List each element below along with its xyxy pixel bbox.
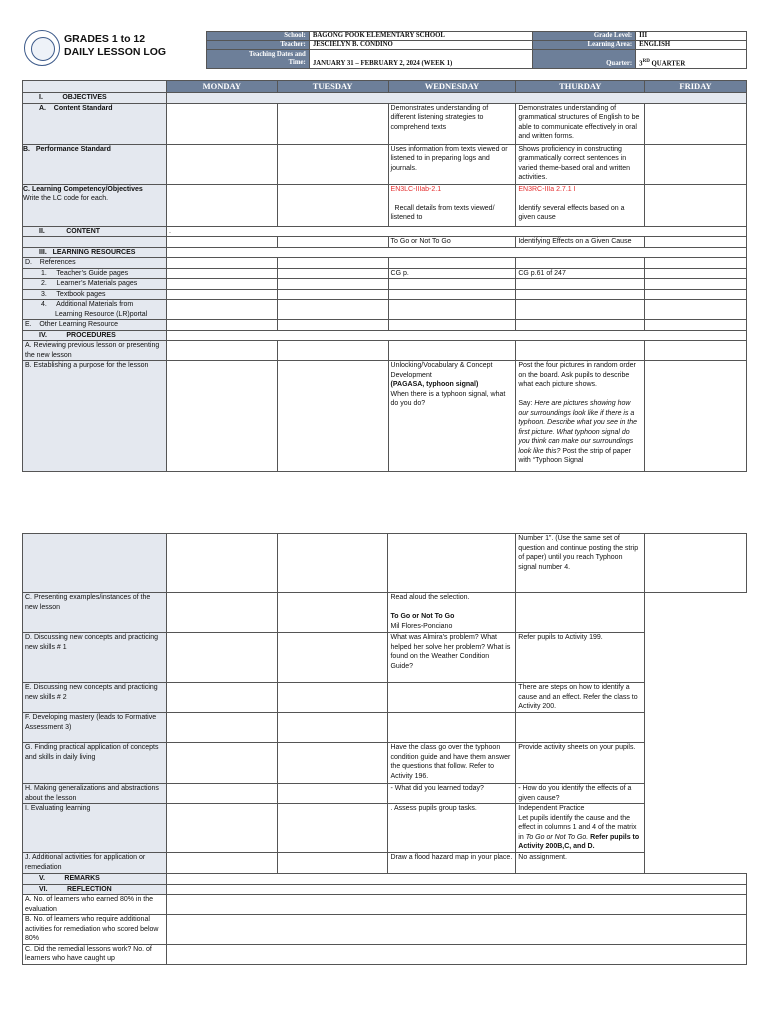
- wednesday-tg-pages: CG p.: [388, 268, 516, 279]
- tuesday-cell: [277, 268, 388, 279]
- day-wednesday: WEDNESDAY: [388, 81, 516, 93]
- content-blank: [23, 237, 167, 248]
- learners-materials-label: 2. Learner’s Materials pages: [23, 279, 167, 290]
- proc-h-label: H. Making generalizations and abstractions about the lesson: [23, 784, 167, 804]
- learning-competency-label: C. Learning Competency/Objectives Write the LC code for each.: [23, 184, 167, 226]
- thursday-proc-g: Provide activity sheets on your pupils.: [516, 743, 645, 784]
- learning-resources-heading: III. LEARNING RESOURCES: [23, 247, 167, 258]
- wednesday-cell: [388, 320, 516, 331]
- friday-cell: [645, 683, 747, 713]
- thursday-cell: [516, 713, 645, 743]
- reflection-c-value: [166, 944, 746, 964]
- thursday-cell: [516, 593, 645, 633]
- tuesday-cell: [277, 633, 388, 683]
- wednesday-proc-i: . Assess pupils group tasks.: [388, 804, 516, 853]
- monday-cell: [166, 534, 277, 593]
- title-line-2: DAILY LESSON LOG: [64, 46, 167, 58]
- tuesday-cell: [277, 784, 388, 804]
- other-resource-label: E. Other Learning Resource: [23, 320, 167, 331]
- proc-b-label: B. Establishing a purpose for the lesson: [23, 361, 167, 472]
- day-tuesday: TUESDAY: [277, 81, 388, 93]
- wednesday-proc-j: Draw a flood hazard map in your place.: [388, 853, 516, 874]
- title-line-1: GRADES 1 to 12: [64, 33, 146, 45]
- quarter-value: 3RD QUARTER: [636, 50, 747, 69]
- monday-cell: [166, 237, 277, 248]
- wednesday-proc-g: Have the class go over the typhoon condition guide and have them answer the questions that follow. Refer to Activity 196.: [388, 743, 516, 784]
- thursday-performance-standard: Shows proficiency in constructing grammatically correct sentences in varied theme-based oral and written activities.: [516, 144, 645, 184]
- content-heading: II. CONTENT: [23, 226, 167, 237]
- header-blank: [23, 81, 167, 93]
- textbook-pages-label: 3. Textbook pages: [23, 289, 167, 300]
- wednesday-cell: [388, 683, 516, 713]
- proc-j-label: J. Additional activities for application or remediation: [23, 853, 167, 874]
- deped-seal-logo: [24, 30, 60, 66]
- wednesday-content-standard: Demonstrates understanding of different listening strategies to comprehend texts: [388, 103, 516, 144]
- learning-area-label: Learning Area:: [533, 41, 636, 50]
- performance-standard-label: B. Performance Standard: [23, 144, 167, 184]
- tuesday-cell: [277, 804, 388, 853]
- tuesday-cell: [277, 103, 388, 144]
- thursday-proc-j: No assignment.: [516, 853, 645, 874]
- monday-cell: [166, 144, 277, 184]
- monday-cell: [166, 184, 277, 226]
- monday-cell: [166, 279, 277, 290]
- proc-c-label: C. Presenting examples/instances of the new lesson: [23, 593, 167, 633]
- wednesday-proc-h: - What did you learned today?: [388, 784, 516, 804]
- friday-cell: [645, 268, 747, 279]
- monday-cell: [166, 258, 277, 269]
- proc-b-continued-label: [23, 534, 167, 593]
- grade-level-value: III: [636, 32, 747, 41]
- tuesday-cell: [277, 593, 388, 633]
- content-band: .: [166, 226, 746, 237]
- friday-cell: [645, 784, 747, 804]
- tuesday-cell: [277, 320, 388, 331]
- friday-cell: [645, 534, 747, 593]
- remarks-heading: V. REMARKS: [23, 874, 167, 885]
- day-thursday: THURDAY: [516, 81, 645, 93]
- thursday-cell: [516, 279, 645, 290]
- monday-cell: [166, 743, 277, 784]
- tuesday-cell: [277, 237, 388, 248]
- friday-cell: [645, 804, 747, 853]
- wednesday-cell: [388, 713, 516, 743]
- remarks-band: [166, 874, 746, 885]
- proc-a-label: A. Reviewing previous lesson or presenting the new lesson: [23, 341, 167, 361]
- wednesday-performance-standard: Uses information from texts viewed or listened to in preparing logs and journals.: [388, 144, 516, 184]
- wednesday-cell: [388, 534, 516, 593]
- tuesday-cell: [277, 713, 388, 743]
- monday-cell: [166, 300, 277, 320]
- tuesday-cell: [277, 300, 388, 320]
- tuesday-cell: [277, 184, 388, 226]
- learning-resources-band: [166, 247, 746, 258]
- thursday-proc-b: Post the four pictures in random order on the board. Ask pupils to describe what each picture shows. Say: Here are pictures showing how our surroundings look like if there is a typhoon. Describe what you see in the first picture. What typhoon signal do you think can make our surroundings look like this? Post the strip of paper with “Typhoon Signal: [516, 361, 645, 472]
- tuesday-cell: [277, 258, 388, 269]
- procedures-heading: IV. PROCEDURES: [23, 330, 167, 341]
- monday-cell: [166, 683, 277, 713]
- friday-cell: [645, 320, 747, 331]
- thursday-lc-code: EN3RC-IIIa 2.7.1 I: [518, 185, 576, 193]
- wednesday-cell: [388, 279, 516, 290]
- friday-cell: [645, 713, 747, 743]
- proc-e-label: E. Discussing new concepts and practicing new skills # 2: [23, 683, 167, 713]
- procedures-band: [166, 330, 746, 341]
- proc-f-label: F. Developing mastery (leads to Formative Assessment 3): [23, 713, 167, 743]
- thursday-proc-b-continued: Number 1”. (Use the same set of question and continue posting the strip of paper) until you reach Typhoon signal number 4.: [516, 534, 645, 593]
- friday-cell: [645, 144, 747, 184]
- friday-cell: [645, 361, 747, 472]
- tuesday-cell: [277, 683, 388, 713]
- monday-cell: [166, 361, 277, 472]
- proc-g-label: G. Finding practical application of concepts and skills in daily living: [23, 743, 167, 784]
- thursday-cell: [516, 289, 645, 300]
- reflection-a-label: A. No. of learners who earned 80% in the evaluation: [23, 895, 167, 915]
- document-title: [64, 33, 166, 59]
- teaching-dates-label: Teaching Dates and Time:: [207, 50, 310, 69]
- wednesday-cell: [388, 289, 516, 300]
- thursday-content-standard: Demonstrates understanding of grammatical structures of English to be able to communicate effectively in oral and written forms.: [516, 103, 645, 144]
- teaching-dates-value: JANUARY 31 – FEBRUARY 2, 2024 (WEEK 1): [309, 50, 533, 69]
- monday-cell: [166, 268, 277, 279]
- lesson-table-page-1: [22, 80, 747, 472]
- friday-cell: [645, 289, 747, 300]
- monday-cell: [166, 784, 277, 804]
- monday-cell: [166, 804, 277, 853]
- thursday-proc-h: - How do you identify the effects of a given cause?: [516, 784, 645, 804]
- tuesday-cell: [277, 853, 388, 874]
- tuesday-cell: [277, 341, 388, 361]
- thursday-proc-d: Refer pupils to Activity 199.: [516, 633, 645, 683]
- monday-cell: [166, 320, 277, 331]
- reflection-heading: VI. REFLECTION: [23, 884, 167, 895]
- thursday-competency: EN3RC-IIIa 2.7.1 I Identify several effects based on a given cause: [516, 184, 645, 226]
- teacher-value: JESCIELYN B. CONDINO: [309, 41, 533, 50]
- reflection-c-label: C. Did the remedial lessons work? No. of learners who have caught up: [23, 944, 167, 964]
- school-value: BAGONG POOK ELEMENTARY SCHOOL: [309, 32, 533, 41]
- tuesday-cell: [277, 743, 388, 784]
- thursday-cell: [516, 320, 645, 331]
- info-table: [206, 31, 747, 69]
- objectives-heading: I. OBJECTIVES: [23, 93, 167, 104]
- wednesday-proc-d: What was Almira’s problem? What helped her solve her problem? What is found on the Weather Condition Guide?: [388, 633, 516, 683]
- wednesday-cell: [388, 300, 516, 320]
- monday-cell: [166, 713, 277, 743]
- thursday-cell: [516, 300, 645, 320]
- reflection-band: [166, 884, 746, 895]
- monday-cell: [166, 289, 277, 300]
- references-label: D. References: [23, 258, 167, 269]
- school-label: School:: [207, 32, 310, 41]
- friday-cell: [645, 743, 747, 784]
- wednesday-competency: EN3LC-IIIab-2.1 Recall details from texts viewed/ listened to: [388, 184, 516, 226]
- teacher-label: Teacher:: [207, 41, 310, 50]
- monday-cell: [166, 103, 277, 144]
- reflection-a-value: [166, 895, 746, 915]
- thursday-tg-pages: CG p.61 of 247: [516, 268, 645, 279]
- monday-cell: [166, 633, 277, 683]
- thursday-cell: [516, 341, 645, 361]
- reflection-b-value: [166, 915, 746, 945]
- thursday-cell: [516, 258, 645, 269]
- thursday-content: Identifying Effects on a Given Cause: [516, 237, 645, 248]
- friday-cell: [645, 300, 747, 320]
- friday-cell: [645, 341, 747, 361]
- wednesday-proc-c: Read aloud the selection. To Go or Not To Go Mil Flores-Ponciano: [388, 593, 516, 633]
- wednesday-cell: [388, 341, 516, 361]
- friday-cell: [645, 633, 747, 683]
- friday-cell: [645, 103, 747, 144]
- friday-cell: [645, 279, 747, 290]
- thursday-proc-i: Independent Practice Let pupils identify the cause and the effect in columns 1 and 4 of the matrix in To Go or Not To Go. Refer pupils to Activity 200B,C, and D.: [516, 804, 645, 853]
- lesson-table-page-2: [22, 533, 747, 965]
- tuesday-cell: [277, 144, 388, 184]
- thursday-proc-e: There are steps on how to identify a cause and an effect. Refer the class to Activity 200.: [516, 683, 645, 713]
- proc-d-label: D. Discussing new concepts and practicing new skills # 1: [23, 633, 167, 683]
- day-monday: MONDAY: [166, 81, 277, 93]
- objectives-band: [166, 93, 746, 104]
- wednesday-lc-code: EN3LC-IIIab-2.1: [390, 185, 442, 193]
- monday-cell: [166, 341, 277, 361]
- learning-area-value: ENGLISH: [636, 41, 747, 50]
- friday-cell: [645, 237, 747, 248]
- tuesday-cell: [277, 289, 388, 300]
- wednesday-cell: [388, 258, 516, 269]
- teachers-guide-label: 1. Teacher’s Guide pages: [23, 268, 167, 279]
- content-standard-label: A. Content Standard: [23, 103, 167, 144]
- wednesday-content: To Go or Not To Go: [388, 237, 516, 248]
- tuesday-cell: [277, 279, 388, 290]
- quarter-label: Quarter:: [533, 50, 636, 69]
- grade-level-label: Grade Level:: [533, 32, 636, 41]
- tuesday-cell: [277, 534, 388, 593]
- monday-cell: [166, 853, 277, 874]
- monday-cell: [166, 593, 277, 633]
- friday-cell: [645, 184, 747, 226]
- proc-i-label: I. Evaluating learning: [23, 804, 167, 853]
- wednesday-proc-b: Unlocking/Vocabulary & Concept Development (PAGASA, typhoon signal) When there is a typhoon signal, what do you do?: [388, 361, 516, 472]
- additional-materials-label: 4. Additional Materials from Learning Resource (LR)portal: [23, 300, 167, 320]
- day-friday: FRIDAY: [645, 81, 747, 93]
- friday-cell: [645, 258, 747, 269]
- reflection-b-label: B. No. of learners who require additional activities for remediation who scored below 80%: [23, 915, 167, 945]
- friday-cell: [645, 593, 747, 633]
- friday-cell: [645, 853, 747, 874]
- tuesday-cell: [277, 361, 388, 472]
